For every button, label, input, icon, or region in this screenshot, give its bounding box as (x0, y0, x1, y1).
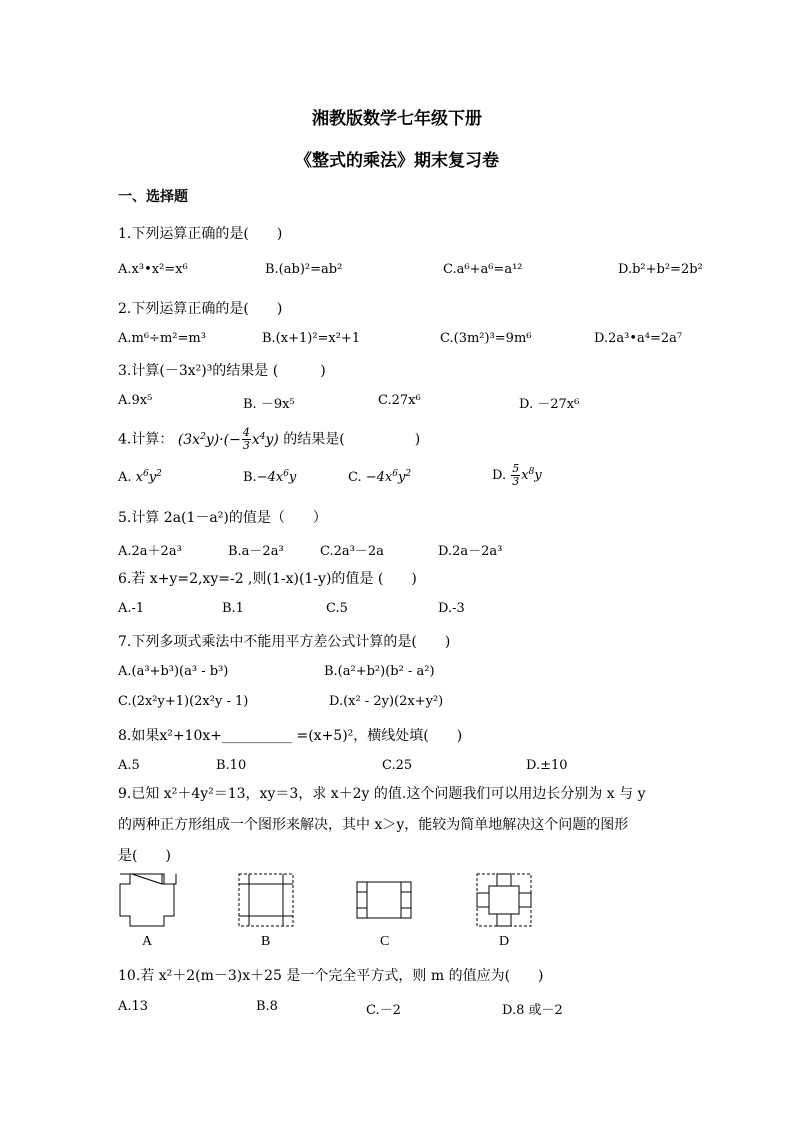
q9-figure-b (239, 874, 293, 926)
q10-option-b: B.8 (256, 999, 278, 1014)
q3-option-b: B. －9x⁵ (243, 397, 295, 412)
q7-option-d: D.(x² - 2y)(2x+y²) (329, 694, 444, 709)
question-5: 5.计算 2a(1－a²)的值是（ ） (118, 510, 327, 526)
q5-option-c: C.2a³－2a (320, 544, 384, 559)
q6-option-d: D.-3 (438, 601, 465, 616)
question-3: 3.计算(－3x²)³的结果是 ( ) (118, 363, 326, 379)
q2-option-a: A.m⁶÷m²=m³ (118, 331, 206, 346)
question-2: 2.下列运算正确的是( ) (118, 301, 283, 317)
page-subtitle: 《整式的乘法》期末复习卷 (295, 151, 499, 171)
q2-option-d: D.2a³•a⁴=2a⁷ (594, 331, 683, 346)
q4-stem-prefix: 4.计算： (118, 431, 174, 448)
question-6: 6.若 x+y=2,xy=-2 ,则(1-x)(1-y)的值是 ( ) (118, 571, 417, 587)
q10-option-c: C.－2 (366, 1003, 401, 1018)
q7-option-c: C.(2x²y+1)(2x²y - 1) (118, 694, 249, 709)
q10-option-d: D.8 或－2 (502, 1003, 563, 1018)
question-1: 1.下列运算正确的是( ) (118, 226, 283, 242)
q5-option-d: D.2a－2a³ (438, 544, 503, 559)
q3-option-d: D. －27x⁶ (519, 397, 580, 412)
question-9-line-1: 9.已知 x²＋4y²＝13，xy＝3，求 x＋2y 的值.这个问题我们可以用边长分别为 x 与 y (118, 786, 646, 802)
q3-option-a: A.9x⁵ (118, 393, 153, 408)
q8-option-c: C.25 (382, 758, 413, 773)
q5-option-a: A.2a＋2a³ (118, 544, 182, 559)
question-4 (118, 427, 420, 452)
q9-label-b: B (261, 934, 271, 949)
section-heading: 一、选择题 (118, 189, 188, 205)
q6-option-b: B.1 (222, 601, 244, 616)
q9-figures (112, 868, 562, 958)
q9-label-a: A (142, 934, 153, 949)
q4-option-c: C. $-4x^6y^2$ (348, 469, 412, 485)
q2-option-b: B.(x+1)²=x²+1 (262, 331, 361, 346)
q5-option-b: B.a－2a³ (228, 544, 284, 559)
q8-option-d: D.±10 (526, 758, 568, 773)
q2-option-c: C.(3m²)³=9m⁶ (440, 331, 532, 346)
q1-option-d: D.b²+b²=2b² (618, 262, 703, 277)
q6-option-a: A.-1 (118, 601, 145, 616)
q8-option-a: A.5 (118, 758, 140, 773)
q7-option-a: A.(a³+b³)(a³ - b³) (118, 664, 229, 679)
q4-option-d: D. $\frac{5}{3}$ $x^8y$ (492, 462, 542, 488)
q7-option-b: B.(a²+b²)(b² - a²) (324, 664, 435, 679)
q8-option-b: B.10 (216, 758, 247, 773)
q1-option-b: B.(ab)²=ab² (265, 262, 343, 277)
q1-option-c: C.a⁶+a⁶=a¹² (443, 262, 523, 277)
q4-expression: $(3x^2y)\cdot(-$ $\frac{4}{3}$ $x^4y$) (177, 426, 279, 452)
q4-option-a: A. $x^6y^2$ (118, 469, 162, 485)
q9-figure-c (357, 882, 411, 918)
q4-stem-suffix: 的结果是( ) (283, 431, 421, 448)
question-10: 10.若 x²＋2(m－3)x＋25 是一个完全平方式，则 m 的值应为( ) (118, 968, 544, 984)
question-7: 7.下列多项式乘法中不能用平方差公式计算的是( ) (118, 634, 451, 650)
q9-label-d: D (499, 934, 510, 949)
q9-figure-a (120, 874, 176, 926)
q10-option-a: A.13 (118, 999, 149, 1014)
q1-option-a: A.x³•x²=x⁶ (118, 262, 188, 277)
q9-figure-d (477, 874, 531, 926)
question-9-line-3: 是( ) (118, 848, 171, 864)
q3-option-c: C.27x⁶ (378, 393, 421, 408)
q9-label-c: C (380, 934, 390, 949)
page-title: 湘教版数学七年级下册 (312, 109, 482, 129)
question-9-line-2: 的两种正方形组成一个图形来解决，其中 x＞y，能较为简单地解决这个问题的图形 (118, 817, 629, 833)
q6-option-c: C.5 (326, 601, 348, 616)
question-8: 8.如果x²+10x+__________ =(x+5)²，横线处填( ) (118, 728, 463, 744)
q4-option-b: $B.-4x^6y$ (243, 469, 297, 485)
